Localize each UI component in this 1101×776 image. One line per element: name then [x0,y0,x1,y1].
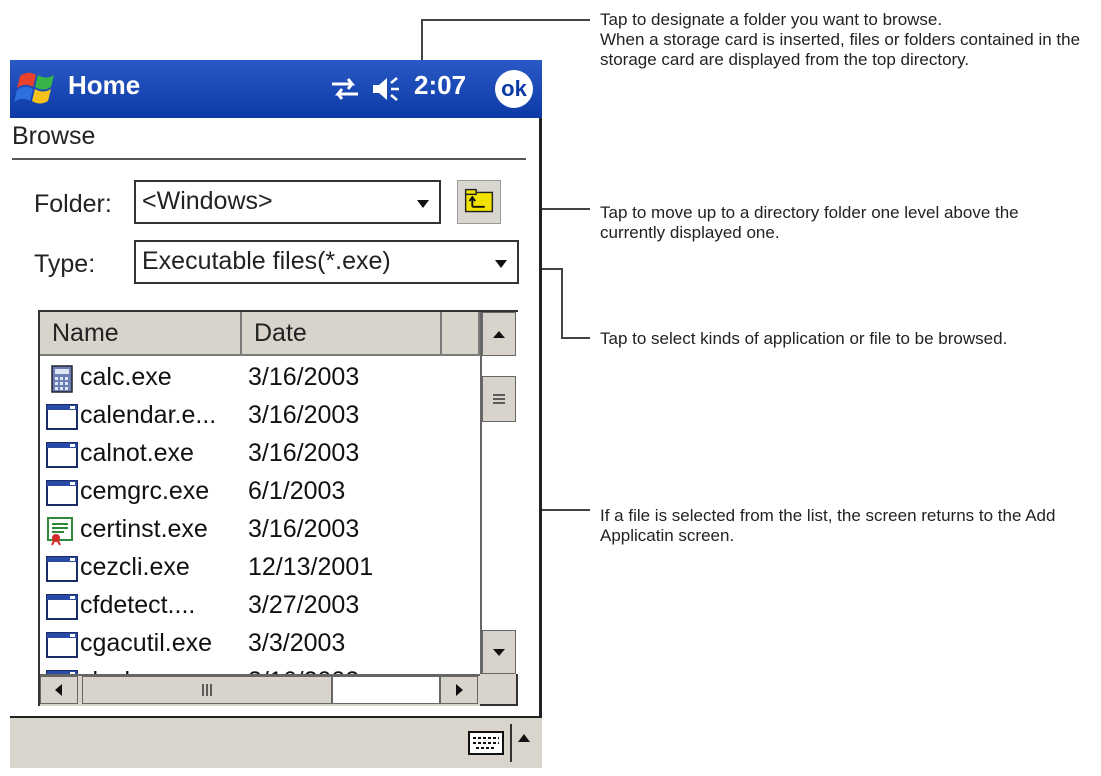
triangle-left-icon [41,677,77,703]
page-title: Browse [12,122,96,150]
folder-up-icon [458,181,500,223]
scroll-right-button[interactable] [440,676,478,704]
list-item[interactable] [40,358,478,396]
window-icon [46,593,78,621]
file-name: certinst.exe [80,515,208,543]
file-name: cfdetect.... [80,591,196,619]
file-date: 3/16/2003 [248,401,360,429]
horizontal-scroll-thumb[interactable] [82,676,332,704]
pocketpc-screen [10,60,542,774]
callout-up-folder: Tap to move up to a directory folder one level above the currently displayed one. [600,203,1019,242]
triangle-up-icon [483,313,515,355]
folder-value: <Windows> [142,187,273,215]
grip-icon [483,377,515,421]
callout-type: Tap to select kinds of application or file to be browsed. [600,329,1008,348]
chevron-down-icon [495,260,507,268]
ok-button[interactable]: ok [495,70,533,108]
callout-file-list: If a file is selected from the list, the screen returns to the Add Applicatin screen. [600,506,1056,545]
input-selector-arrow-icon[interactable] [518,734,530,742]
folder-label: Folder: [34,190,112,218]
vertical-scrollbar[interactable] [480,312,518,674]
clock[interactable]: 2:07 [414,70,467,100]
vertical-scroll-thumb[interactable] [482,376,516,422]
leader-line-type-v [561,268,563,338]
window-icon [46,403,78,431]
list-item[interactable] [40,396,478,434]
horizontal-track[interactable] [332,676,440,704]
scrollbar-corner [480,674,516,704]
separator [510,724,512,762]
file-date: 3/27/2003 [248,591,360,619]
file-name: calendar.e... [80,401,217,429]
file-name: cezcli.exe [80,553,190,581]
keyboard-icon[interactable] [468,730,504,756]
file-date: 3/16/2003 [248,363,360,391]
leader-line-folder-h [422,19,590,21]
file-date: 12/13/2001 [248,553,374,581]
app-title[interactable]: Home [68,70,141,100]
file-list[interactable] [38,310,518,706]
scroll-down-button[interactable] [482,630,516,674]
title-bar [10,60,542,118]
file-name: cemgrc.exe [80,477,210,505]
file-name: cgacutil.exe [80,629,213,657]
certificate-icon [46,517,78,545]
file-date: 3/3/2003 [248,629,346,657]
triangle-down-icon [483,631,515,673]
chevron-down-icon [417,200,429,208]
calculator-icon [46,365,78,393]
connectivity-icon[interactable] [328,74,362,104]
horizontal-scrollbar[interactable] [40,674,480,706]
up-folder-button[interactable] [457,180,501,224]
file-date: 6/1/2003 [248,477,346,505]
folder-dropdown[interactable] [134,180,441,224]
column-header-empty [442,312,480,356]
file-date: 3/16/2003 [248,439,360,467]
menu-bar [10,716,542,768]
divider [12,158,526,160]
file-name: calnot.exe [80,439,194,467]
type-dropdown[interactable] [134,240,519,284]
window-icon [46,631,78,659]
window-icon [46,479,78,507]
volume-icon[interactable] [370,72,404,106]
list-item[interactable] [40,472,478,510]
file-rows [40,358,478,670]
type-label: Type: [34,250,96,278]
window-icon [46,555,78,583]
list-item[interactable] [40,624,478,662]
column-header-date[interactable]: Date [242,312,442,356]
list-item[interactable] [40,548,478,586]
type-value: Executable files(*.exe) [142,247,391,275]
callout-folder: Tap to designate a folder you want to browse. When a storage card is inserted, files or folders contained in the storage card are displayed from the top directory. [600,10,1081,69]
grip-icon [83,677,331,703]
scroll-left-button[interactable] [40,676,78,704]
scroll-up-button[interactable] [482,312,516,356]
column-header-name[interactable]: Name [40,312,242,356]
file-date: 3/16/2003 [248,515,360,543]
windows-start-icon[interactable] [14,66,60,112]
list-item[interactable] [40,510,478,548]
file-name: calc.exe [80,363,172,391]
leader-line-type-h2 [561,337,590,339]
triangle-right-icon [441,677,477,703]
window-icon [46,441,78,469]
list-item[interactable] [40,434,478,472]
list-item[interactable] [40,586,478,624]
